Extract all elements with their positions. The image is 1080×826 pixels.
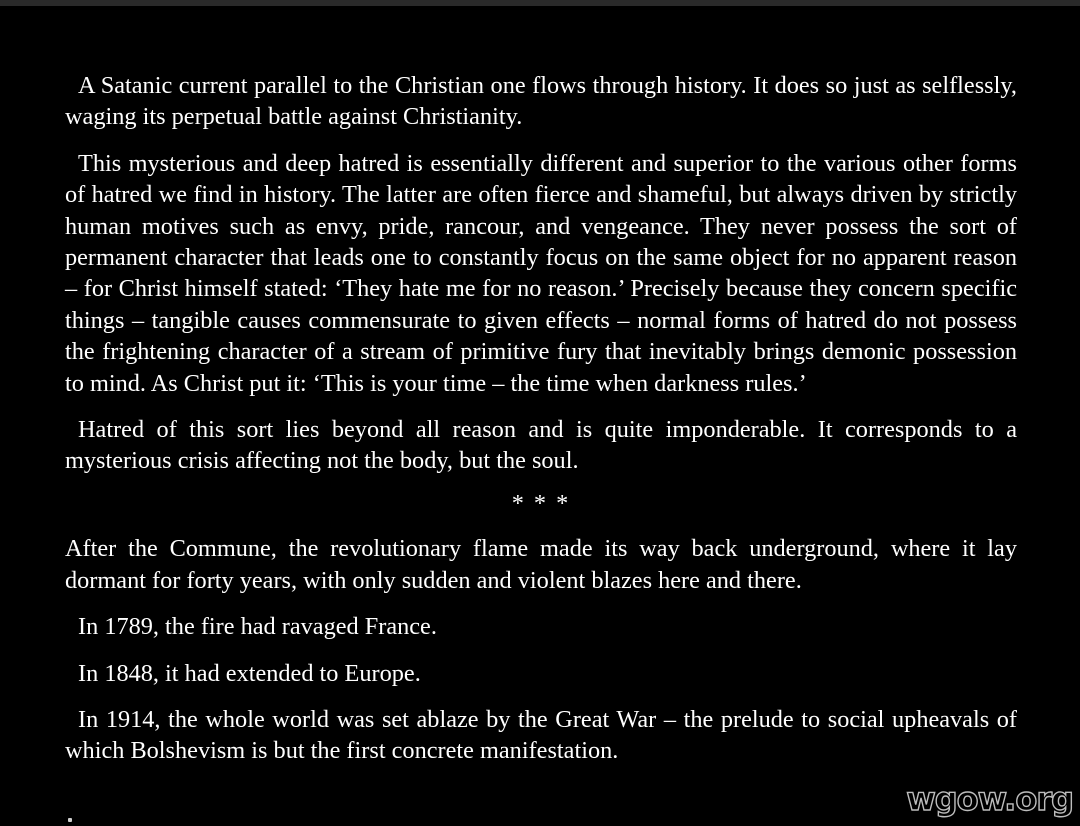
- next-line-fragment: [68, 818, 72, 822]
- paragraph-1789: In 1789, the fire had ravaged France.: [78, 613, 437, 641]
- paragraph-satanic-current: A Satanic current parallel to the Christian one flows through history. It does so just as selflessly, waging its perpetual battle against Christianity.: [65, 72, 1017, 131]
- document-page: [65, 70, 1017, 782]
- paragraph-1848: In 1848, it had extended to Europe.: [78, 659, 421, 687]
- paragraph-after-commune: After the Commune, the revolutionary flame made its way back underground, where it lay dormant for forty years, with only sudden and violent blazes here and there.: [65, 535, 1017, 594]
- paragraph-imponderable-hatred: Hatred of this sort lies beyond all reason and is quite imponderable. It corresponds to a mysterious crisis affecting not the body, but the soul.: [65, 416, 1017, 475]
- section-separator: * * *: [511, 489, 571, 517]
- site-watermark-logo: wgow.org: [906, 780, 1073, 818]
- top-edge-bar: [0, 0, 1080, 6]
- paragraph-mysterious-hatred: This mysterious and deep hatred is essentially different and superior to the various other forms of hatred we find in history. The latter are often fierce and shameful, but always driven by strictly human motives such as envy, pride, rancour, and vengeance. They never possess the sort of permanent character that leads one to constantly focus on the same object for no apparent reason – for Christ himself stated: ‘They hate me for no reason.’ Precisely because they concern specific things – tangible causes commensurate to given effects – normal forms of hatred do not possess the frightening character of a stream of primitive fury that inevitably brings demonic possession to mind. As Christ put it: ‘This is your time – the time when darkness rules.’: [65, 149, 1017, 397]
- paragraph-1914: In 1914, the whole world was set ablaze by the Great War – the prelude to social upheavals of which Bolshevism is but the first concrete manifestation.: [65, 705, 1017, 765]
